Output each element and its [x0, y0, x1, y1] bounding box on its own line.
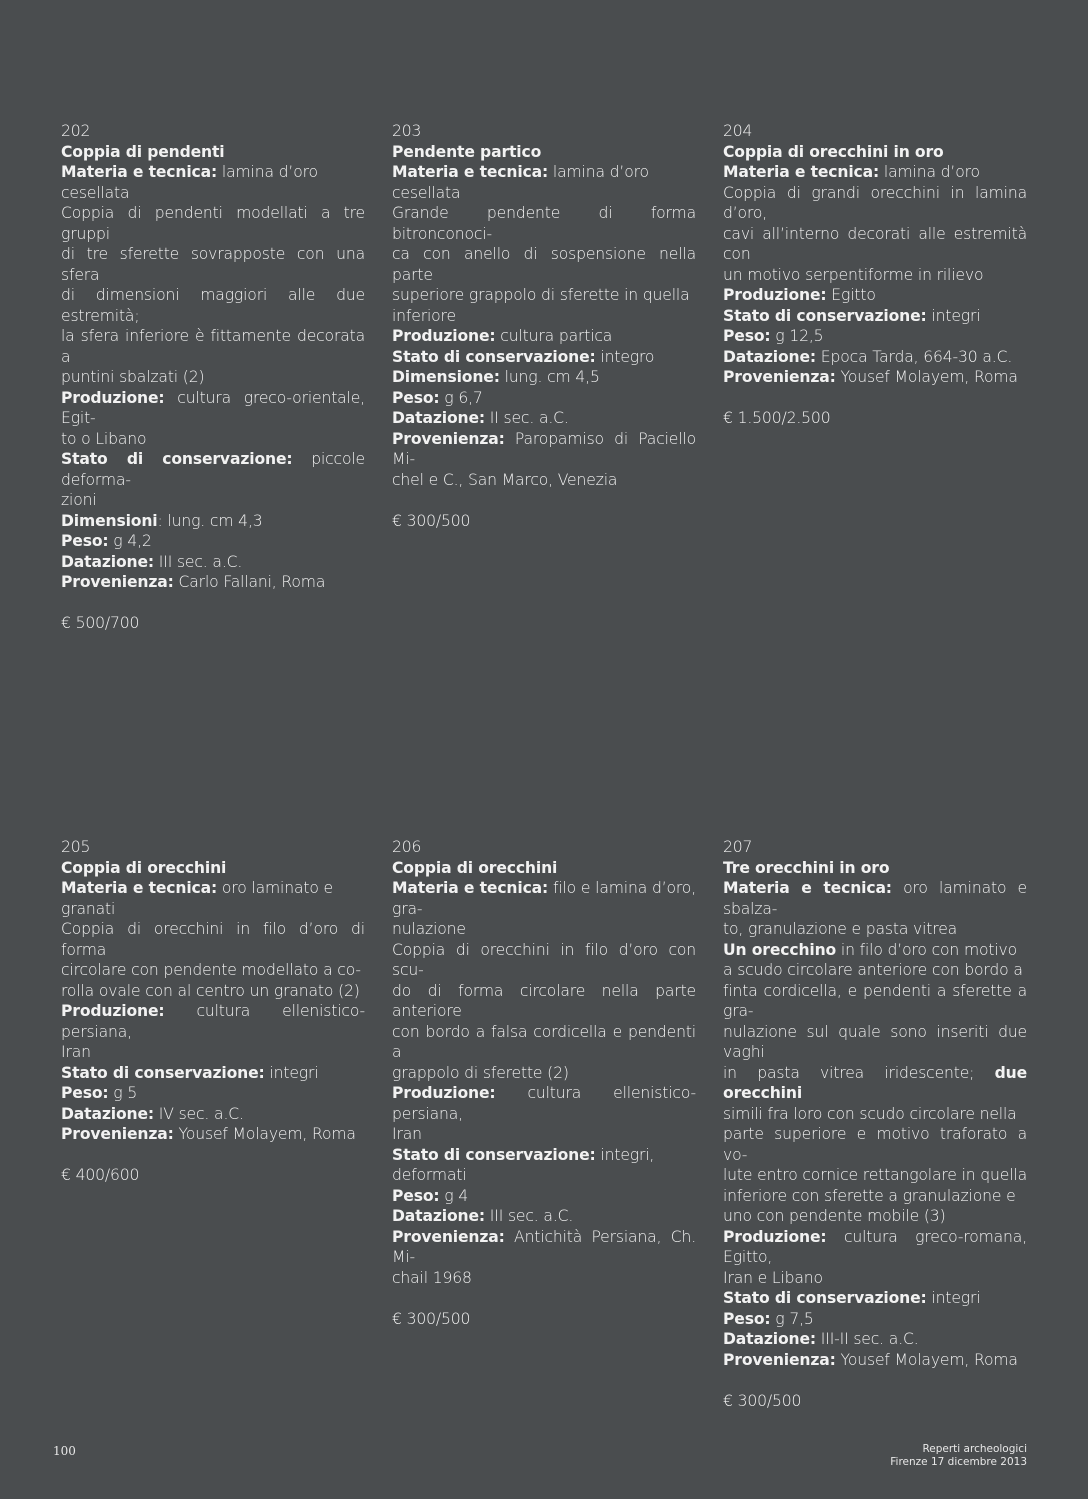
lot-number: 207 [723, 838, 753, 856]
produzione-label: Produzione: [723, 1227, 827, 1246]
materia-value: filo e lamina d’oro, gra- [392, 879, 697, 918]
stato-value: integri [926, 1289, 981, 1307]
materia-label: Materia e tecnica: [61, 163, 218, 181]
peso-value: g 4,2 [108, 532, 152, 550]
dimensioni-line [61, 511, 365, 532]
lot-206 [392, 837, 696, 1329]
stato-value: piccole deforma- [61, 450, 365, 489]
provenienza-line [723, 1350, 1027, 1371]
peso-value: g 5 [108, 1084, 138, 1102]
stato-line [723, 1288, 1027, 1309]
peso-value: g 4 [439, 1186, 469, 1205]
datazione-value: III sec. a.C. [154, 552, 243, 571]
datazione-value: IV sec. a.C. [154, 1104, 244, 1123]
stato-line [61, 1063, 365, 1084]
provenienza-label: Provenienza: [61, 1125, 174, 1143]
produzione-value: cultura greco-romana, Egitto, [723, 1227, 1027, 1266]
description-line: rolla ovale con al centro un granato (2) [61, 981, 360, 1000]
provenienza-value: Carlo Fallani, Roma [173, 573, 326, 591]
materia-value: oro laminato e granati [61, 879, 333, 918]
lot-207 [723, 837, 1027, 1411]
description-line: ca con anello di sospensione nella parte [392, 245, 696, 284]
peso-label: Peso: [61, 532, 109, 550]
datazione-value: III sec. a.C. [485, 1207, 574, 1225]
stato-continuation: zioni [61, 491, 97, 509]
materia-value: lamina d’oro [879, 163, 980, 181]
provenienza-line [392, 429, 696, 470]
produzione-line [61, 1001, 365, 1042]
provenienza-value: Yousef Molayem, Roma [173, 1125, 356, 1143]
description-line: Coppia di grandi orecchini in lamina d’oro, [723, 183, 1027, 222]
materia-line [723, 162, 1027, 183]
materia-value: lamina d’oro cesellata [61, 163, 318, 202]
materia-label: Materia e tecnica: [392, 879, 549, 897]
datazione-line [61, 552, 365, 573]
datazione-label: Datazione: [723, 1330, 816, 1348]
stato-line [392, 347, 696, 368]
provenienza-value: Yousef Molayem, Roma [835, 368, 1018, 386]
peso-line [61, 1083, 365, 1104]
peso-value: g 6,7 [439, 388, 483, 407]
dimensioni-label: Dimensioni [61, 511, 158, 530]
produzione-line [723, 1227, 1027, 1268]
dimensione-label: Dimensione: [392, 368, 500, 386]
estimate: € 400/600 [61, 1166, 140, 1184]
provenienza-line [61, 1124, 365, 1145]
stato-label: Stato di conservazione: [723, 1289, 927, 1307]
description-line: finta cordicella, e pendenti a sferette a gra- [723, 981, 1027, 1020]
produzione-continuation: Iran e Libano [723, 1268, 823, 1287]
description-text: in filo d’oro con motivo [836, 940, 1018, 959]
lot-204 [723, 121, 1027, 429]
description-line [723, 940, 1027, 961]
peso-line [61, 531, 365, 552]
lot-203 [392, 121, 696, 531]
materia-line [61, 162, 365, 203]
estimate: € 300/500 [392, 1309, 471, 1328]
datazione-line [392, 1206, 696, 1227]
materia-label: Materia e tecnica: [392, 163, 549, 181]
stato-line [61, 449, 365, 490]
produzione-label: Produzione: [392, 1084, 496, 1102]
provenienza-continuation: chail 1968 [392, 1268, 472, 1287]
produzione-continuation: Iran [392, 1125, 422, 1143]
peso-value: g 12,5 [770, 327, 824, 345]
description-line: uno con pendente mobile (3) [723, 1207, 946, 1225]
dimensione-value: lung. cm 4,5 [499, 368, 600, 386]
description-line: Coppia di orecchini in filo d’oro con scu- [392, 940, 696, 979]
stato-line [392, 1145, 696, 1186]
description-line: lute entro cornice rettangolare in quella [723, 1166, 1027, 1184]
provenienza-label: Provenienza: [723, 1350, 836, 1369]
peso-label: Peso: [392, 1186, 440, 1205]
stato-value: integro [595, 347, 655, 366]
materia-line [61, 878, 365, 919]
description-line: con bordo a falsa cordicella e pendenti a [392, 1022, 696, 1061]
provenienza-label: Provenienza: [392, 429, 505, 448]
lot-title: Coppia di orecchini in oro [723, 142, 944, 161]
description-line: inferiore con sferette a granulazione e [723, 1186, 1016, 1205]
provenienza-continuation: chel e C., San Marco, Venezia [392, 470, 618, 489]
materia-continuation: to, granulazione e pasta vitrea [723, 920, 958, 938]
produzione-label: Produzione: [61, 1002, 165, 1020]
lot-205 [61, 837, 365, 1186]
description-line: parte superiore e motivo traforato a vo- [723, 1125, 1027, 1164]
materia-line [723, 878, 1027, 919]
produzione-label: Produzione: [392, 327, 496, 345]
description-line: Grande pendente di forma bitronconoci- [392, 204, 696, 243]
produzione-line [392, 326, 696, 347]
produzione-value: cultura ellenistico-persiana, [61, 1002, 365, 1041]
produzione-label: Produzione: [723, 286, 827, 304]
description-line: cavi all’interno decorati alle estremità con [723, 224, 1027, 263]
datazione-label: Datazione: [61, 552, 154, 571]
lot-number: 206 [392, 838, 422, 856]
lot-number: 203 [392, 122, 422, 140]
provenienza-line [723, 367, 1027, 388]
peso-line [392, 388, 696, 409]
produzione-line [61, 388, 365, 429]
produzione-value: cultura ellenistico-persiana, [392, 1084, 696, 1123]
footer-section: Reperti archeologici [922, 1443, 1027, 1455]
produzione-continuation: to o Libano [61, 429, 147, 448]
lot-title: Pendente partico [392, 142, 542, 161]
produzione-continuation: Iran [61, 1043, 91, 1061]
provenienza-label: Provenienza: [392, 1227, 505, 1246]
datazione-label: Datazione: [392, 409, 485, 427]
produzione-value: cultura partica [495, 327, 613, 345]
stato-label: Stato di conservazione: [723, 306, 927, 325]
dimensione-line [392, 367, 696, 388]
stato-value: integri [264, 1063, 319, 1082]
produzione-line [392, 1083, 696, 1124]
provenienza-value: Yousef Molayem, Roma [835, 1350, 1018, 1369]
description-line: la sfera inferiore è fittamente decorata a [61, 327, 365, 366]
datazione-value: II sec. a.C. [485, 409, 569, 427]
description-line: di dimensioni maggiori alle due estremità; [61, 286, 365, 325]
lot-title: Coppia di pendenti [61, 142, 225, 161]
peso-label: Peso: [392, 388, 440, 407]
description-line [723, 1063, 1027, 1104]
stato-value: integri [926, 306, 981, 325]
description-line: un motivo serpentiforme in rilievo [723, 265, 984, 284]
datazione-line [723, 1329, 1027, 1350]
lot-title: Tre orecchini in oro [723, 858, 890, 877]
datazione-value: III-II sec. a.C. [816, 1330, 919, 1348]
provenienza-value: Antichità Persiana, Ch. Mi- [392, 1227, 696, 1266]
provenienza-line [61, 572, 365, 593]
lot-number: 202 [61, 122, 91, 140]
lot-title: Coppia di orecchini [61, 858, 227, 877]
description-text: in pasta vitrea iridescente; [723, 1063, 995, 1082]
stato-line [723, 306, 1027, 327]
datazione-label: Datazione: [723, 347, 816, 366]
produzione-value: Egitto [826, 286, 876, 304]
datazione-line [392, 408, 696, 429]
running-footer [890, 1443, 1027, 1469]
materia-label: Materia e tecnica: [723, 879, 892, 897]
materia-line [392, 162, 696, 203]
footer-place-date: Firenze 17 dicembre 2013 [890, 1456, 1027, 1468]
description-line: simili fra loro con scudo circolare nella [723, 1104, 1017, 1123]
description-line: di tre sferette sovrapposte con una sfera [61, 245, 365, 284]
peso-label: Peso: [723, 1309, 771, 1328]
peso-value: g 7,5 [770, 1309, 814, 1328]
lot-number: 204 [723, 122, 753, 140]
datazione-label: Datazione: [61, 1104, 154, 1123]
peso-line [723, 1309, 1027, 1330]
description-line: a scudo circolare anteriore con bordo a [723, 961, 1023, 979]
estimate: € 500/700 [61, 614, 140, 632]
description-bold: Un orecchino [723, 940, 837, 959]
stato-value: integri, deformati [392, 1145, 655, 1184]
stato-label: Stato di conservazione: [61, 1063, 265, 1082]
datazione-line [723, 347, 1027, 368]
description-line: Coppia di pendenti modellati a tre gruppi [61, 204, 365, 243]
materia-value: oro laminato e sbalza- [723, 879, 1027, 918]
description-line: superiore grappolo di sferette in quella [392, 286, 690, 304]
description-line: nulazione sul quale sono inseriti due vaghi [723, 1022, 1027, 1061]
datazione-line [61, 1104, 365, 1125]
materia-label: Materia e tecnica: [61, 879, 218, 897]
peso-line [392, 1186, 696, 1207]
provenienza-label: Provenienza: [61, 573, 174, 591]
materia-continuation: nulazione [392, 920, 466, 938]
datazione-value: Epoca Tarda, 664-30 a.C. [816, 347, 1013, 366]
description-line: Coppia di orecchini in filo d’oro di forma [61, 920, 365, 959]
provenienza-label: Provenienza: [723, 368, 836, 386]
peso-line [723, 326, 1027, 347]
dimensioni-value: : lung. cm 4,3 [157, 511, 263, 530]
description-line: do di forma circolare nella parte anteriore [392, 981, 696, 1020]
produzione-line [723, 285, 1027, 306]
produzione-label: Produzione: [61, 388, 165, 407]
provenienza-value: Paropamiso di Paciello Mi- [392, 429, 696, 468]
lot-number: 205 [61, 838, 91, 856]
produzione-value: cultura greco-orientale, Egit- [61, 388, 365, 427]
materia-value: lamina d’oro cesellata [392, 163, 649, 202]
description-line: circolare con pendente modellato a co- [61, 961, 361, 979]
estimate: € 1.500/2.500 [723, 409, 831, 427]
materia-line [392, 878, 696, 919]
datazione-label: Datazione: [392, 1207, 485, 1225]
page-number: 100 [53, 1444, 76, 1458]
stato-label: Stato di conservazione: [392, 1145, 596, 1164]
lot-202 [61, 121, 365, 634]
description-line: grappolo di sferette (2) [392, 1063, 569, 1082]
materia-label: Materia e tecnica: [723, 163, 880, 181]
description-line: puntini sbalzati (2) [61, 368, 205, 386]
lot-title: Coppia di orecchini [392, 858, 558, 877]
provenienza-line [392, 1227, 696, 1268]
description-line: inferiore [392, 306, 456, 325]
estimate: € 300/500 [392, 511, 471, 530]
description-bold: due orecchini [723, 1063, 1027, 1102]
peso-label: Peso: [723, 327, 771, 345]
peso-label: Peso: [61, 1084, 109, 1102]
stato-label: Stato di conservazione: [392, 347, 596, 366]
estimate: € 300/500 [723, 1391, 802, 1410]
stato-label: Stato di conservazione: [61, 450, 293, 468]
